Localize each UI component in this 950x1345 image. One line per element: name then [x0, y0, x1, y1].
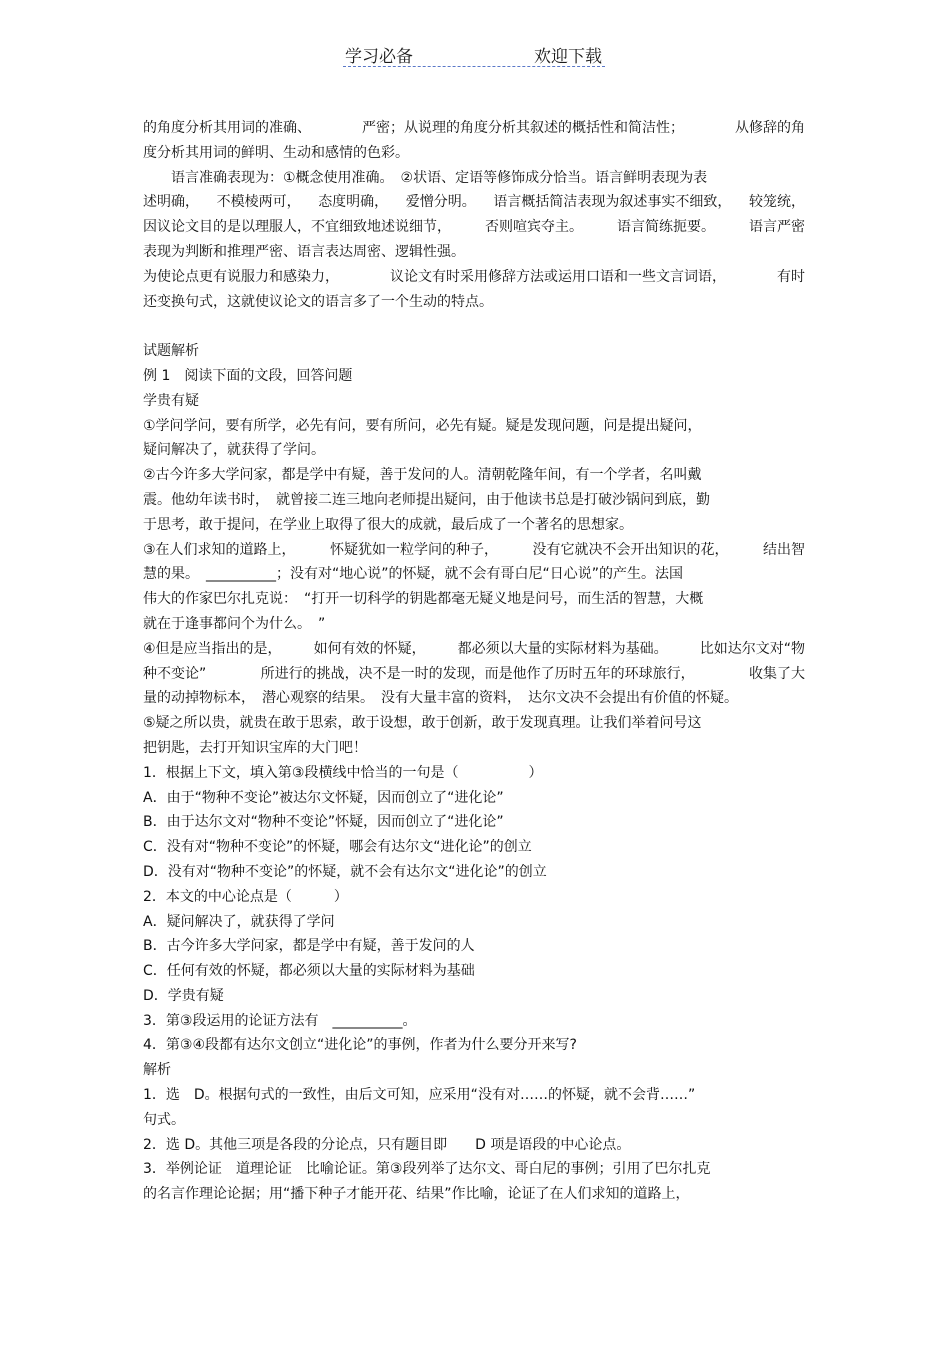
text-segment: 度分析其用词的鲜明、生动和感情的色彩。 [143, 144, 409, 161]
text-segment: 较笼统， [748, 194, 805, 211]
text-line [143, 364, 805, 389]
text-line [143, 1058, 805, 1083]
text-segment: 议论文有时采用修辞方法或运用口语和一些文言词语， [390, 268, 726, 285]
text-segment: 为使论点更有说服力和感染力， [143, 268, 339, 285]
page-header [343, 40, 605, 67]
text-line [143, 885, 805, 910]
text-line [143, 1009, 805, 1034]
text-segment: 试题解析 [143, 343, 199, 360]
text-line [143, 190, 805, 215]
text-line [143, 538, 805, 563]
text-segment: A．由于“物种不变论”被达尔文怀疑，因而创立了“进化论” [143, 789, 504, 806]
text-line [143, 414, 805, 439]
text-line [143, 1133, 805, 1158]
text-line [143, 934, 805, 959]
text-segment: 的名言作理论论据；用“播下种子才能开花、结果”作比喻，论证了在人们求知的道路上， [143, 1186, 690, 1203]
text-line [143, 314, 805, 339]
text-segment: 3．第③段运用的论证方法有 __________。 [143, 1012, 417, 1029]
text-segment: D．学贵有疑 [143, 987, 224, 1004]
text-segment: 都必须以大量的实际材料为基础。 [457, 640, 668, 657]
text-segment: 句式。 [143, 1111, 185, 1128]
text-segment: 2．本文的中心论点是（ ） [143, 888, 348, 905]
text-segment: 没有它就决不会开出知识的花， [532, 541, 729, 558]
text-segment: 严密；从说理的角度分析其叙述的概括性和简洁性； [362, 120, 684, 136]
text-line [143, 587, 805, 612]
text-segment: 结出智 [762, 541, 805, 558]
text-line [143, 686, 805, 711]
text-segment: 如何有效的怀疑， [313, 640, 426, 657]
text-segment: 学贵有疑 [143, 392, 199, 409]
text-line [143, 339, 805, 364]
text-segment: 解析 [143, 1062, 171, 1079]
text-segment: 还变换句式，这就使议论文的语言多了一个生动的特点。 [143, 293, 493, 310]
text-line [143, 215, 805, 240]
text-line [143, 488, 805, 513]
text-line [143, 835, 805, 860]
text-line [143, 612, 805, 637]
text-segment: 收集了大 [748, 665, 805, 682]
text-segment: 把钥匙，去打开知识宝库的大门吧！ [143, 739, 367, 756]
text-segment: B．由于达尔文对“物种不变论”怀疑，因而创立了“进化论” [143, 814, 504, 831]
text-segment: 语言概括简洁表现为叙述事实不细致， [493, 194, 732, 211]
text-segment: 语言严密 [749, 219, 805, 236]
text-segment: ②古今许多大学问家，都是学中有疑，善于发问的人。清朝乾隆年间，有一个学者，名叫戴 [143, 467, 702, 484]
text-line [143, 1083, 805, 1108]
text-line [143, 910, 805, 935]
text-line [143, 141, 805, 166]
text-line [143, 438, 805, 463]
text-segment: 于思考，敢于提问，在学业上取得了很大的成就，最后成了一个著名的思想家。 [143, 516, 633, 533]
header-left-text: 学习必备 [345, 47, 413, 67]
text-segment: C．没有对“物种不变论”的怀疑，哪会有达尔文“进化论”的创立 [143, 839, 532, 856]
text-line [143, 389, 805, 414]
text-segment: 就在于逢事都问个为什么。 ” [143, 615, 326, 632]
text-segment: C．任何有效的怀疑，都必须以大量的实际材料为基础 [143, 963, 475, 980]
text-segment: ①学问学问，要有所学，必先有问，要有所问，必先有疑。疑是发现问题，问是提出疑问， [143, 417, 702, 434]
text-line [143, 1108, 805, 1133]
text-segment: 比如达尔文对“物 [699, 640, 805, 657]
text-segment: 种不变论” [143, 665, 207, 682]
text-segment: 否则喧宾夺主。 [485, 219, 583, 236]
text-segment: 1．根据上下文，填入第③段横线中恰当的一句是（ ） [143, 764, 543, 781]
text-line [143, 860, 805, 885]
text-line [143, 240, 805, 265]
text-segment: 伟大的作家巴尔扎克说： “打开一切科学的钥匙都毫无疑义地是问号，而生活的智慧，大概 [143, 591, 704, 608]
text-segment: 3．举例论证 道理论证 比喻论证。第③段列举了达尔文、哥白尼的事例；引用了巴尔扎克 [143, 1161, 711, 1178]
text-segment: 有时 [777, 268, 805, 285]
text-segment: 所进行的挑战，决不是一时的发现，而是他作了历时五年的环球旅行， [260, 665, 695, 682]
text-segment: 疑问解决了，就获得了学问。 [143, 442, 325, 459]
text-line [143, 166, 805, 191]
text-segment: ④但是应当指出的是， [143, 640, 282, 657]
text-segment: 1．选 D。根据句式的一致性，由后文可知，应采用“没有对……的怀疑，就不会背……” [143, 1087, 696, 1104]
text-line [143, 116, 805, 141]
text-line [143, 1157, 805, 1182]
text-segment: A．疑问解决了，就获得了学问 [143, 913, 335, 930]
text-segment: 因议论文目的是以理服人，不宜细致地述说细节， [143, 219, 451, 236]
text-line [143, 1033, 805, 1058]
text-segment: 从修辞的角 [735, 120, 805, 136]
text-segment: 4．第③④段都有达尔文创立“进化论”的事例，作者为什么要分开来写? [143, 1037, 577, 1054]
text-segment: 表现为判断和推理严密、语言表达周密、逻辑性强。 [143, 243, 465, 260]
text-segment: 述明确， [143, 194, 199, 211]
text-line [143, 711, 805, 736]
text-segment: 量的动掉物标本， 潜心观察的结果。 没有大量丰富的资料， 达尔文决不会提出有价值的怀疑。 [143, 690, 738, 707]
text-segment: ⑤疑之所以贵，就贵在敢于思索，敢于设想，敢于创新，敢于发现真理。让我们举着问号这 [143, 715, 702, 732]
text-segment: 怀疑犹如一粒学问的种子， [330, 541, 499, 558]
text-segment: 2．选 D。其他三项是各段的分论点，只有题目即 D 项是语段的中心论点。 [143, 1136, 631, 1153]
text-segment: 语言简练扼要。 [617, 219, 715, 236]
text-segment: 不模棱两可， [216, 194, 301, 211]
text-segment: D．没有对“物种不变论”的怀疑，就不会有达尔文“进化论”的创立 [143, 863, 547, 880]
text-segment: ③在人们求知的道路上， [143, 541, 296, 558]
text-line [143, 959, 805, 984]
text-segment: 语言准确表现为：①概念使用准确。 ②状语、定语等修饰成分恰当。语言鲜明表现为表 [143, 169, 708, 186]
document-body [143, 116, 805, 1207]
header-right-text: 欢迎下载 [534, 47, 602, 67]
text-segment: 态度明确， [318, 194, 389, 211]
text-segment: 爱憎分明。 [405, 194, 476, 211]
text-line [143, 761, 805, 786]
text-line [143, 786, 805, 811]
text-line [143, 1182, 805, 1207]
text-segment: 的角度分析其用词的准确、 [143, 120, 311, 136]
text-line [143, 513, 805, 538]
text-line [143, 637, 805, 662]
text-line [143, 290, 805, 315]
text-segment: B．古今许多大学问家，都是学中有疑，善于发问的人 [143, 938, 475, 955]
text-segment: 震。他幼年读书时， 就曾接二连三地向老师提出疑问，由于他读书总是打破沙锅问到底，勤 [143, 491, 710, 508]
text-line [143, 662, 805, 687]
text-line [143, 265, 805, 290]
text-segment: 慧的果。 __________；没有对“地心说”的怀疑，就不会有哥白尼“日心说”的产生。法国 [143, 566, 684, 583]
text-line [143, 984, 805, 1009]
text-line [143, 810, 805, 835]
text-line [143, 463, 805, 488]
text-line [143, 562, 805, 587]
text-line [143, 736, 805, 761]
text-segment: 例 1 阅读下面的文段，回答问题 [143, 367, 353, 384]
